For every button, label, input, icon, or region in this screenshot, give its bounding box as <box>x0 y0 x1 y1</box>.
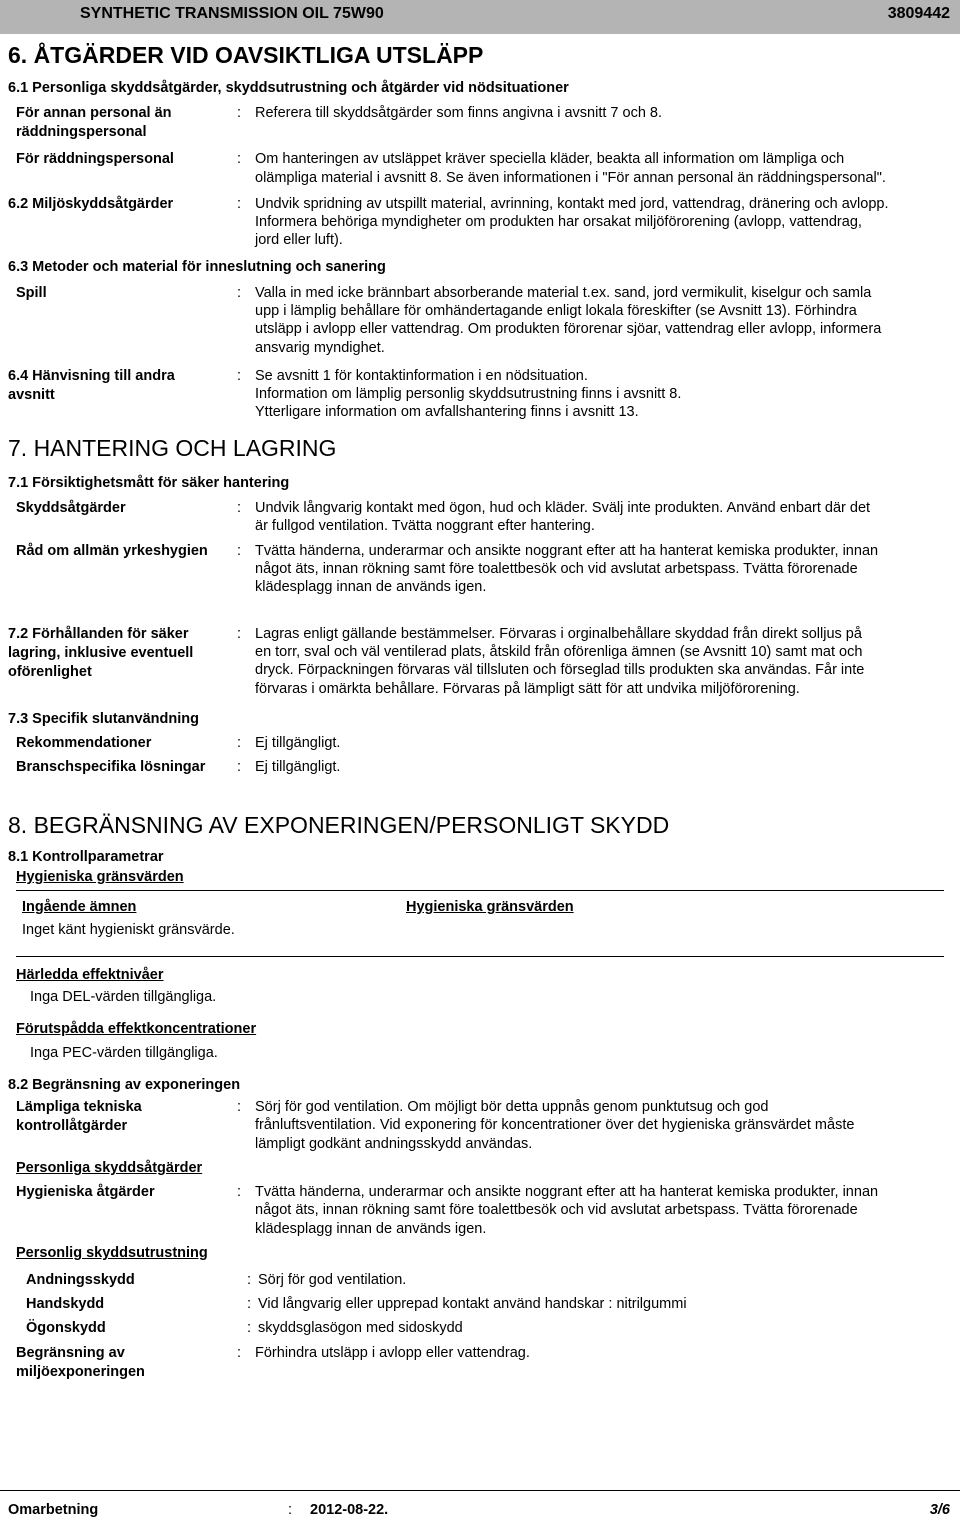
section-6-2-label: 6.2 Miljöskyddsåtgärder <box>8 196 174 212</box>
pec-heading: Förutspådda effektkoncentrationer <box>16 1021 257 1037</box>
colon: : <box>237 285 242 301</box>
section-6-title: 6. ÅTGÄRDER VID OAVSIKTLIGA UTSLÄPP <box>8 42 484 68</box>
protect-text-1: Undvik långvarig kontakt med ögon, hud och kläder. Svälj inte produkten. Använd enbart där det <box>255 500 871 516</box>
rec-text: Ej tillgängligt. <box>255 735 341 751</box>
protect-label: Skyddsåtgärder <box>16 500 126 516</box>
section-6-4-text-1: Se avsnitt 1 för kontaktinformation i en nödsituation. <box>255 368 588 384</box>
del-heading: Härledda effektnivåer <box>16 967 164 983</box>
section-7-2-label-2: lagring, inklusive eventuell <box>8 645 194 661</box>
eng-text-3: lämpligt godkänt andningsskydd användas. <box>255 1136 533 1152</box>
section-8-title: 8. BEGRÄNSNING AV EXPONERINGEN/PERSONLIGT SKYDD <box>8 812 670 838</box>
colon: : <box>237 151 242 167</box>
env-label-1: Begränsning av <box>16 1345 125 1361</box>
resp-text: Sörj för god ventilation. <box>258 1272 407 1288</box>
section-6-4-label-1: 6.4 Hänvisning till andra <box>8 368 175 384</box>
colon: : <box>237 368 242 384</box>
table-col-substances: Ingående ämnen <box>22 899 137 915</box>
rescue-label: För räddningspersonal <box>16 151 174 167</box>
eng-label-2: kontrollåtgärder <box>16 1118 128 1134</box>
hygiene-label: Råd om allmän yrkeshygien <box>16 543 208 559</box>
colon: : <box>247 1296 252 1312</box>
env-text: Förhindra utsläpp i avlopp eller vattendrag. <box>255 1345 530 1361</box>
section-7-2-text-4: förvaras i omärkta behållare. Förvaras på lämpligt sätt för att undvika miljöförorening. <box>255 681 800 697</box>
spill-text-1: Valla in med icke brännbart absorberande material t.ex. sand, jord vermikulit, kiselgur och samla <box>255 285 872 301</box>
section-7-2-text-3: dryck. Förpackningen förvaras väl tillsluten och förseglad tills produkten ska användas. Får inte <box>255 662 865 678</box>
hyg-meas-text-3: klädesplagg innan de används igen. <box>255 1221 487 1237</box>
hyg-meas-text-1: Tvätta händerna, underarmar och ansikte noggrant efter att ha hanterat kemiska produkter, innan <box>255 1184 879 1200</box>
colon: : <box>237 543 242 559</box>
table-row-substance: Inget känt hygieniskt gränsvärde. <box>22 922 235 938</box>
hyg-limits-heading: Hygieniska gränsvärden <box>16 869 184 885</box>
hygiene-text-3: klädesplagg innan de används igen. <box>255 579 487 595</box>
branch-label: Branschspecifika lösningar <box>16 759 206 775</box>
section-6-4-text-2: Information om lämplig personlig skyddsutrustning finns i avsnitt 8. <box>255 386 682 402</box>
section-7-title: 7. HANTERING OCH LAGRING <box>8 435 337 461</box>
spill-text-4: ansvarig myndighet. <box>255 340 385 356</box>
footer-rule <box>0 1490 960 1491</box>
colon: : <box>237 735 242 751</box>
colon: : <box>237 1184 242 1200</box>
colon: : <box>237 196 242 212</box>
section-6-4-label-2: avsnitt <box>8 387 55 403</box>
colon: : <box>237 759 242 775</box>
colon: : <box>237 626 242 642</box>
section-7-2-label-3: oförenlighet <box>8 664 92 680</box>
resp-label: Andningsskydd <box>26 1272 135 1288</box>
hand-label: Handskydd <box>26 1296 105 1312</box>
section-8-1-heading: 8.1 Kontrollparametrar <box>8 849 164 865</box>
section-6-4-text-3: Ytterligare information om avfallshantering finns i avsnitt 13. <box>255 404 639 420</box>
product-code: 3809442 <box>887 5 950 22</box>
eye-text: skyddsglasögon med sidoskydd <box>258 1320 463 1336</box>
section-7-2-text-1: Lagras enligt gällande bestämmelser. Förvaras i orginalbehållare skyddad från direkt solljus på <box>255 626 862 642</box>
pec-text: Inga PEC-värden tillgängliga. <box>30 1045 218 1061</box>
env-label-2: miljöexponeringen <box>16 1364 145 1380</box>
hyg-meas-label: Hygieniska åtgärder <box>16 1184 155 1200</box>
hyg-meas-text-2: något äts, innan rökning samt före toalettbesök och vid avslutat arbetspass. Tvätta förorenade <box>255 1202 858 1218</box>
hygiene-text-1: Tvätta händerna, underarmar och ansikte noggrant efter att ha hanterat kemiska produkter, innan <box>255 543 879 559</box>
eye-label: Ögonskydd <box>26 1320 106 1336</box>
section-6-1-heading: 6.1 Personliga skyddsåtgärder, skyddsutrustning och åtgärder vid nödsituationer <box>8 80 569 96</box>
section-7-2-label-1: 7.2 Förhållanden för säker <box>8 626 189 642</box>
colon: : <box>247 1320 252 1336</box>
hygiene-text-2: något äts, innan rökning samt före toalettbesök och vid avslutat arbetspass. Tvätta förorenade <box>255 561 858 577</box>
eng-text-1: Sörj för god ventilation. Om möjligt bör detta uppnås genom punktutsug och god <box>255 1099 769 1115</box>
pers-heading: Personliga skyddsåtgärder <box>16 1160 203 1176</box>
colon: : <box>237 500 242 516</box>
product-name: SYNTHETIC TRANSMISSION OIL 75W90 <box>80 5 384 22</box>
eng-label-1: Lämpliga tekniska <box>16 1099 142 1115</box>
other-personnel-label-1: För annan personal än <box>16 105 172 121</box>
del-text: Inga DEL-värden tillgängliga. <box>30 989 217 1005</box>
section-6-2-text-3: jord eller luft). <box>255 232 343 248</box>
other-personnel-label-2: räddningspersonal <box>16 124 147 140</box>
section-7-3-heading: 7.3 Specifik slutanvändning <box>8 711 199 727</box>
hand-text: Vid långvarig eller upprepad kontakt använd handskar : nitrilgummi <box>258 1296 687 1312</box>
ppe-heading: Personlig skyddsutrustning <box>16 1245 208 1261</box>
colon: : <box>247 1272 252 1288</box>
section-8-2-heading: 8.2 Begränsning av exponeringen <box>8 1077 241 1093</box>
other-personnel-text: Referera till skyddsåtgärder som finns angivna i avsnitt 7 och 8. <box>255 105 663 121</box>
table-top-rule <box>16 890 944 891</box>
revision-date: 2012-08-22. <box>310 1502 389 1518</box>
rescue-text-1: Om hanteringen av utsläppet kräver speciella kläder, beakta all information om lämpliga och <box>255 151 845 167</box>
revision-label: Omarbetning <box>8 1502 99 1518</box>
spill-text-2: upp i lämplig behållare för omhändertagande enligt lokala föreskifter (se Avsnitt 13). Förhindra <box>255 303 857 319</box>
branch-text: Ej tillgängligt. <box>255 759 341 775</box>
section-6-2-text-2: Informera behöriga myndigheter om produkten har orsakat miljöförorening (avlopp, vattendrag, <box>255 214 862 230</box>
protect-text-2: är fullgod ventilation. Tvätta noggrant efter hantering. <box>255 518 595 534</box>
section-6-2-text-1: Undvik spridning av utspillt material, avrinning, kontakt med jord, vattendrag, dränering och avlopp. <box>255 196 889 212</box>
table-col-limits: Hygieniska gränsvärden <box>406 899 574 915</box>
section-7-2-text-2: en torr, sval och väl ventilerad plats, åtskild från oförenliga ämnen (se Avsnitt 10) samt mat och <box>255 644 863 660</box>
page-number: 3/6 <box>929 1502 950 1518</box>
spill-text-3: utsläpp i avlopp eller vattendrag. Om produkten förorenar sjöar, vattendrag eller avlopp, informera <box>255 321 882 337</box>
spill-label: Spill <box>16 285 47 301</box>
colon: : <box>237 1099 242 1115</box>
colon: : <box>237 105 242 121</box>
section-7-1-heading: 7.1 Försiktighetsmått för säker hantering <box>8 475 290 491</box>
eng-text-2: frånluftsventilation. Vid exponering för koncentrationer över det hygieniska gränsvärdet måste <box>255 1117 855 1133</box>
colon: : <box>237 1345 242 1361</box>
rec-label: Rekommendationer <box>16 735 152 751</box>
rescue-text-2: olämpliga material i avsnitt 8. Se även informationen i "För annan personal än räddningspersonal". <box>255 170 886 186</box>
section-6-3-heading: 6.3 Metoder och material för inneslutning och sanering <box>8 259 386 275</box>
colon: : <box>288 1502 293 1518</box>
table-bottom-rule <box>16 956 944 957</box>
